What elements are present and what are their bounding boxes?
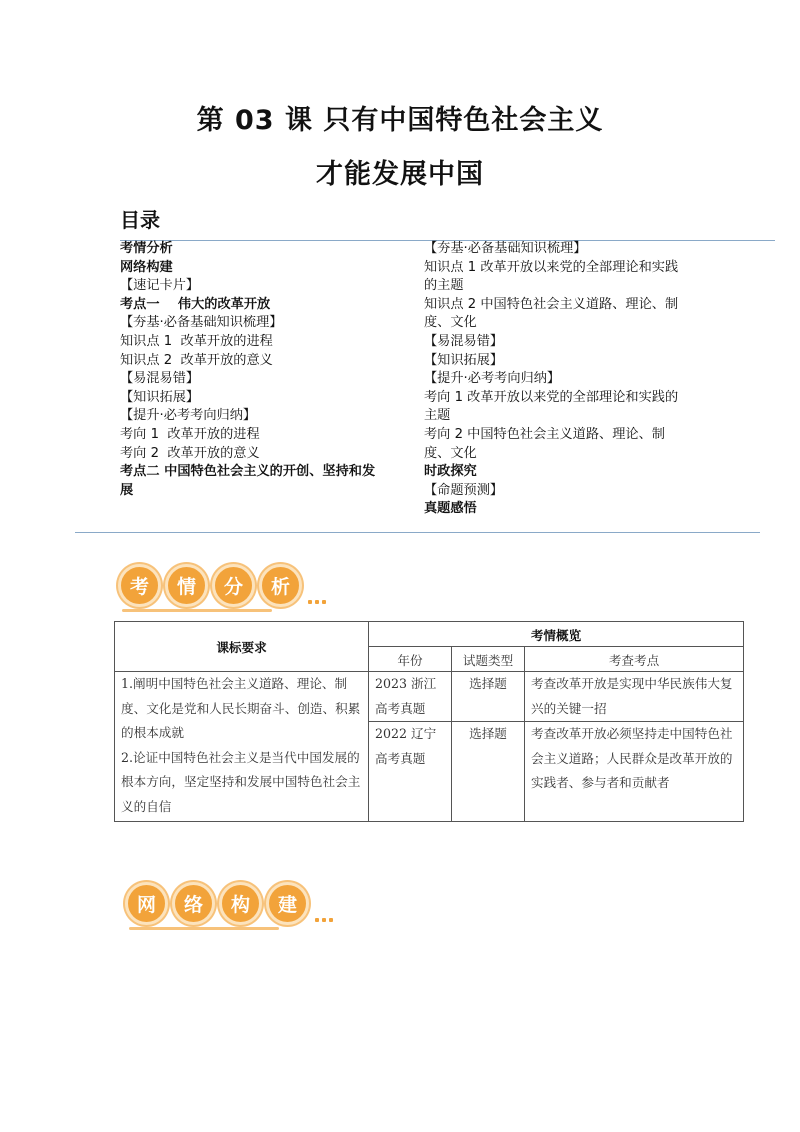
badge-dots bbox=[308, 600, 326, 604]
badge-char: 考 bbox=[118, 564, 161, 607]
point-cell: 考查改革开放是实现中华民族伟大复兴的关键一招 bbox=[525, 672, 744, 722]
toc-item[interactable]: 【提升·必考考向归纳】 bbox=[424, 371, 561, 387]
toc-item[interactable]: 知识点 1 改革开放的进程 bbox=[120, 333, 273, 349]
badge-dots bbox=[315, 918, 333, 922]
toc-item[interactable]: 考向 2 改革开放的意义 bbox=[120, 445, 260, 461]
table-row bbox=[115, 672, 744, 722]
subheader-point: 考查考点 bbox=[525, 647, 744, 672]
badge-char: 析 bbox=[259, 564, 302, 607]
toc-item[interactable]: 【命题预测】 bbox=[424, 482, 504, 498]
toc-item[interactable]: 网络构建 bbox=[120, 259, 173, 275]
exam-analysis-table bbox=[114, 621, 744, 822]
badge-char: 分 bbox=[212, 564, 255, 607]
badge-char: 建 bbox=[266, 882, 309, 925]
toc-heading: 目录 bbox=[120, 208, 160, 232]
toc-item[interactable]: 【易混易错】 bbox=[120, 371, 200, 387]
toc-item[interactable]: 考点一 伟大的改革开放 bbox=[120, 296, 271, 312]
toc-item[interactable]: 【提升·必考考向归纳】 bbox=[120, 408, 257, 424]
toc-item[interactable]: 知识点 1 改革开放以来党的全部理论和实践的主题 bbox=[424, 259, 679, 294]
year-cell: 2023 浙江高考真题 bbox=[369, 672, 452, 722]
toc-item[interactable]: 【速记卡片】 bbox=[120, 278, 200, 294]
toc-item[interactable]: 知识点 2 改革开放的意义 bbox=[120, 352, 273, 368]
toc-item[interactable]: 考点二 中国特色社会主义的开创、坚持和发展 bbox=[120, 464, 376, 498]
requirement-item: 2.论证中国特色社会主义是当代中国发展的根本方向，坚定坚持和发展中国特色社会主义的自信 bbox=[121, 749, 361, 814]
header-requirements: 课标要求 bbox=[115, 622, 369, 672]
point-cell: 考查改革开放必须坚持走中国特色社会主义道路；人民群众是改革开放的实践者、参与者和贡献者 bbox=[525, 722, 744, 822]
toc-item[interactable]: 【易混易错】 bbox=[424, 333, 504, 349]
toc-item[interactable]: 考情分析 bbox=[120, 241, 173, 256]
badge-underline bbox=[122, 609, 272, 612]
page-title-line-2: 才能发展中国 bbox=[316, 159, 484, 190]
badge-underline bbox=[129, 927, 279, 930]
subheader-year: 年份 bbox=[369, 647, 452, 672]
toc-item[interactable]: 考向 1 改革开放的进程 bbox=[120, 426, 260, 442]
toc-item[interactable]: 考向 2 中国特色社会主义道路、理论、制度、文化 bbox=[424, 426, 665, 461]
year-cell: 2022 辽宁高考真题 bbox=[369, 722, 452, 822]
toc-item[interactable]: 考向 1 改革开放以来党的全部理论和实践的主题 bbox=[424, 389, 679, 424]
requirement-item: 1.阐明中国特色社会主义道路、理论、制度、文化是党和人民长期奋斗、创造、积累的根本成就 bbox=[121, 676, 361, 740]
toc-bottom-rule bbox=[75, 532, 760, 533]
subheader-type: 试题类型 bbox=[452, 647, 525, 672]
exam-analysis-badge bbox=[118, 560, 326, 610]
page-title-line-1: 第 03 课 只有中国特色社会主义 bbox=[196, 105, 604, 136]
toc-right-column bbox=[424, 240, 699, 519]
header-overview: 考情概览 bbox=[369, 622, 744, 647]
toc-item[interactable]: 【夯基·必备基础知识梳理】 bbox=[120, 315, 283, 331]
badge-char: 络 bbox=[172, 882, 215, 925]
badge-char: 情 bbox=[165, 564, 208, 607]
toc-item[interactable]: 知识点 2 中国特色社会主义道路、理论、制度、文化 bbox=[424, 296, 679, 331]
toc-item[interactable]: 时政探究 bbox=[424, 464, 477, 480]
type-cell: 选择题 bbox=[452, 722, 525, 822]
requirements-cell bbox=[115, 672, 369, 822]
type-cell: 选择题 bbox=[452, 672, 525, 722]
network-building-badge bbox=[125, 878, 333, 928]
toc-item[interactable]: 【知识拓展】 bbox=[120, 389, 200, 405]
toc-item[interactable]: 【夯基·必备基础知识梳理】 bbox=[424, 241, 587, 256]
badge-char: 网 bbox=[125, 882, 168, 925]
badge-char: 构 bbox=[219, 882, 262, 925]
toc-item[interactable]: 真题感悟 bbox=[424, 501, 477, 517]
toc-left-column bbox=[120, 240, 400, 500]
toc-item[interactable]: 【知识拓展】 bbox=[424, 352, 504, 368]
